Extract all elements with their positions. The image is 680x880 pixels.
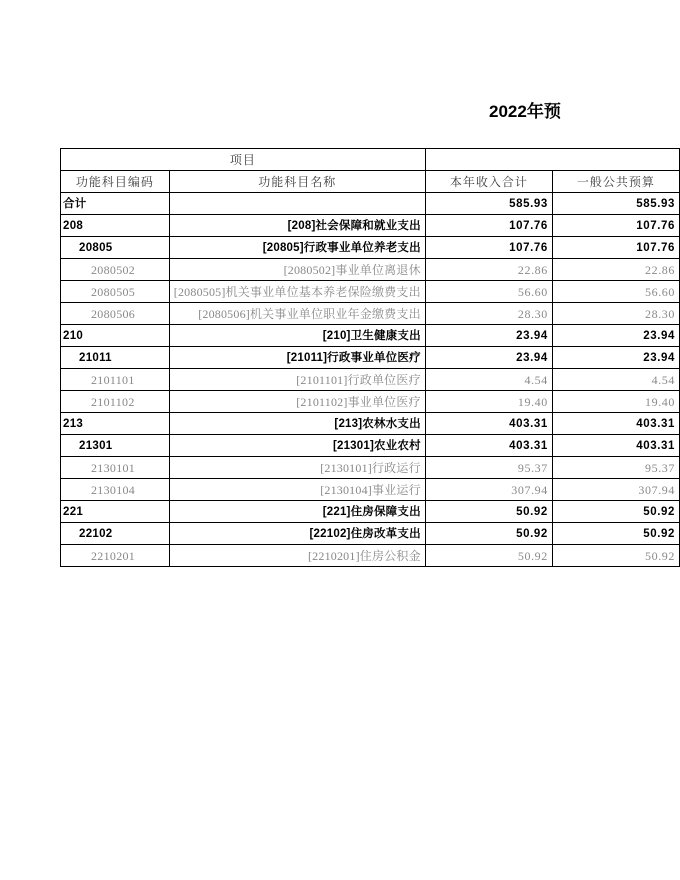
budget-table bbox=[60, 148, 680, 567]
cell-total-income: 585.93 bbox=[425, 193, 552, 215]
cell-name bbox=[169, 347, 425, 369]
cell-general-public-budget: 23.94 bbox=[552, 325, 679, 347]
cell-total-income: 50.92 bbox=[425, 523, 552, 545]
cell-total-income: 95.37 bbox=[425, 457, 552, 479]
cell-general-public-budget: 585.93 bbox=[552, 193, 679, 215]
page-title: 2022年预 bbox=[489, 102, 561, 121]
table-header bbox=[61, 149, 680, 193]
cell-name-text: [2210201]住房公积金 bbox=[307, 548, 421, 563]
cell-code: 2080506 bbox=[61, 303, 170, 325]
cell-total-income: 23.94 bbox=[425, 325, 552, 347]
cell-code: 2130101 bbox=[61, 457, 170, 479]
cell-code: 2080505 bbox=[61, 281, 170, 303]
cell-name-text: [22102]住房改革支出 bbox=[309, 527, 421, 540]
cell-general-public-budget: 50.92 bbox=[552, 523, 679, 545]
table-row bbox=[61, 325, 680, 347]
cell-name bbox=[169, 435, 425, 457]
table-row bbox=[61, 435, 680, 457]
cell-code: 21011 bbox=[61, 347, 170, 369]
cell-name bbox=[169, 545, 425, 567]
cell-code: 208 bbox=[61, 215, 170, 237]
cell-general-public-budget: 28.30 bbox=[552, 303, 679, 325]
table-header-column-row bbox=[61, 171, 680, 193]
cell-name bbox=[169, 303, 425, 325]
cell-name-text: [213]农林水支出 bbox=[334, 417, 421, 430]
cell-name-text: [2080506]机关事业单位职业年金缴费支出 bbox=[198, 306, 421, 321]
cell-code: 2101101 bbox=[61, 369, 170, 391]
table-row bbox=[61, 303, 680, 325]
cell-general-public-budget: 22.86 bbox=[552, 259, 679, 281]
cell-name-text: [20805]行政事业单位养老支出 bbox=[262, 241, 421, 254]
table-row bbox=[61, 259, 680, 281]
cell-code: 22102 bbox=[61, 523, 170, 545]
cell-name-text: [208]社会保障和就业支出 bbox=[287, 219, 421, 232]
cell-code: 20805 bbox=[61, 237, 170, 259]
cell-code: 2130104 bbox=[61, 479, 170, 501]
cell-name bbox=[169, 215, 425, 237]
cell-general-public-budget: 56.60 bbox=[552, 281, 679, 303]
cell-name bbox=[169, 325, 425, 347]
cell-code: 221 bbox=[61, 501, 170, 523]
cell-name-text: [21011]行政事业单位医疗 bbox=[286, 351, 421, 364]
cell-general-public-budget: 50.92 bbox=[552, 501, 679, 523]
cell-total-income: 50.92 bbox=[425, 501, 552, 523]
cell-total-income: 22.86 bbox=[425, 259, 552, 281]
table-row bbox=[61, 523, 680, 545]
cell-general-public-budget: 4.54 bbox=[552, 369, 679, 391]
cell-name-text: [2101102]事业单位医疗 bbox=[296, 394, 421, 409]
table-body bbox=[61, 193, 680, 567]
cell-general-public-budget: 307.94 bbox=[552, 479, 679, 501]
cell-name-text: [2130101]行政运行 bbox=[320, 460, 421, 475]
cell-name bbox=[169, 237, 425, 259]
cell-code: 2101102 bbox=[61, 391, 170, 413]
table-header-group-row bbox=[61, 149, 680, 171]
table-row bbox=[61, 281, 680, 303]
cell-general-public-budget: 403.31 bbox=[552, 413, 679, 435]
column-header-total-income: 本年收入合计 bbox=[425, 171, 552, 193]
cell-name-text: [2130104]事业运行 bbox=[320, 482, 421, 497]
cell-general-public-budget: 403.31 bbox=[552, 435, 679, 457]
cell-code: 2080502 bbox=[61, 259, 170, 281]
cell-name bbox=[169, 413, 425, 435]
table-row bbox=[61, 193, 680, 215]
cell-total-income: 4.54 bbox=[425, 369, 552, 391]
table-row bbox=[61, 545, 680, 567]
table-row bbox=[61, 391, 680, 413]
cell-name bbox=[169, 523, 425, 545]
cell-code: 213 bbox=[61, 413, 170, 435]
cell-name bbox=[169, 391, 425, 413]
cell-name-text: [2101101]行政单位医疗 bbox=[296, 372, 421, 387]
cell-code: 21301 bbox=[61, 435, 170, 457]
column-header-general-public-budget: 一般公共预算 bbox=[552, 171, 679, 193]
table-row bbox=[61, 369, 680, 391]
cell-code: 合计 bbox=[61, 193, 170, 215]
cell-general-public-budget: 19.40 bbox=[552, 391, 679, 413]
cell-name bbox=[169, 457, 425, 479]
cell-general-public-budget: 107.76 bbox=[552, 215, 679, 237]
cell-general-public-budget: 50.92 bbox=[552, 545, 679, 567]
cell-total-income: 23.94 bbox=[425, 347, 552, 369]
cell-name bbox=[169, 281, 425, 303]
cell-total-income: 107.76 bbox=[425, 237, 552, 259]
cell-name-text: [2080502]事业单位离退休 bbox=[283, 262, 421, 277]
cell-total-income: 56.60 bbox=[425, 281, 552, 303]
table-row bbox=[61, 479, 680, 501]
table-row bbox=[61, 215, 680, 237]
cell-name bbox=[169, 479, 425, 501]
cell-total-income: 107.76 bbox=[425, 215, 552, 237]
cell-total-income: 19.40 bbox=[425, 391, 552, 413]
cell-general-public-budget: 107.76 bbox=[552, 237, 679, 259]
cell-name-text: [21301]农业农村 bbox=[332, 439, 421, 452]
cell-total-income: 403.31 bbox=[425, 435, 552, 457]
cell-total-income: 28.30 bbox=[425, 303, 552, 325]
cell-total-income: 307.94 bbox=[425, 479, 552, 501]
cell-total-income: 50.92 bbox=[425, 545, 552, 567]
column-header-name: 功能科目名称 bbox=[169, 171, 425, 193]
table-row bbox=[61, 501, 680, 523]
cell-name bbox=[169, 369, 425, 391]
table-row bbox=[61, 237, 680, 259]
cell-name-text: [2080505]机关事业单位基本养老保险缴费支出 bbox=[173, 284, 421, 299]
table-row bbox=[61, 413, 680, 435]
table-row bbox=[61, 347, 680, 369]
cell-general-public-budget: 23.94 bbox=[552, 347, 679, 369]
cell-name-text: [221]住房保障支出 bbox=[322, 505, 421, 518]
cell-name bbox=[169, 501, 425, 523]
cell-name-text: [210]卫生健康支出 bbox=[322, 329, 421, 342]
cell-general-public-budget: 95.37 bbox=[552, 457, 679, 479]
header-group-values bbox=[425, 149, 679, 171]
column-header-code: 功能科目编码 bbox=[61, 171, 170, 193]
cell-total-income: 403.31 bbox=[425, 413, 552, 435]
table-row bbox=[61, 457, 680, 479]
cell-name bbox=[169, 193, 425, 215]
header-group-item: 项目 bbox=[61, 149, 426, 171]
cell-name bbox=[169, 259, 425, 281]
cell-code: 210 bbox=[61, 325, 170, 347]
cell-code: 2210201 bbox=[61, 545, 170, 567]
